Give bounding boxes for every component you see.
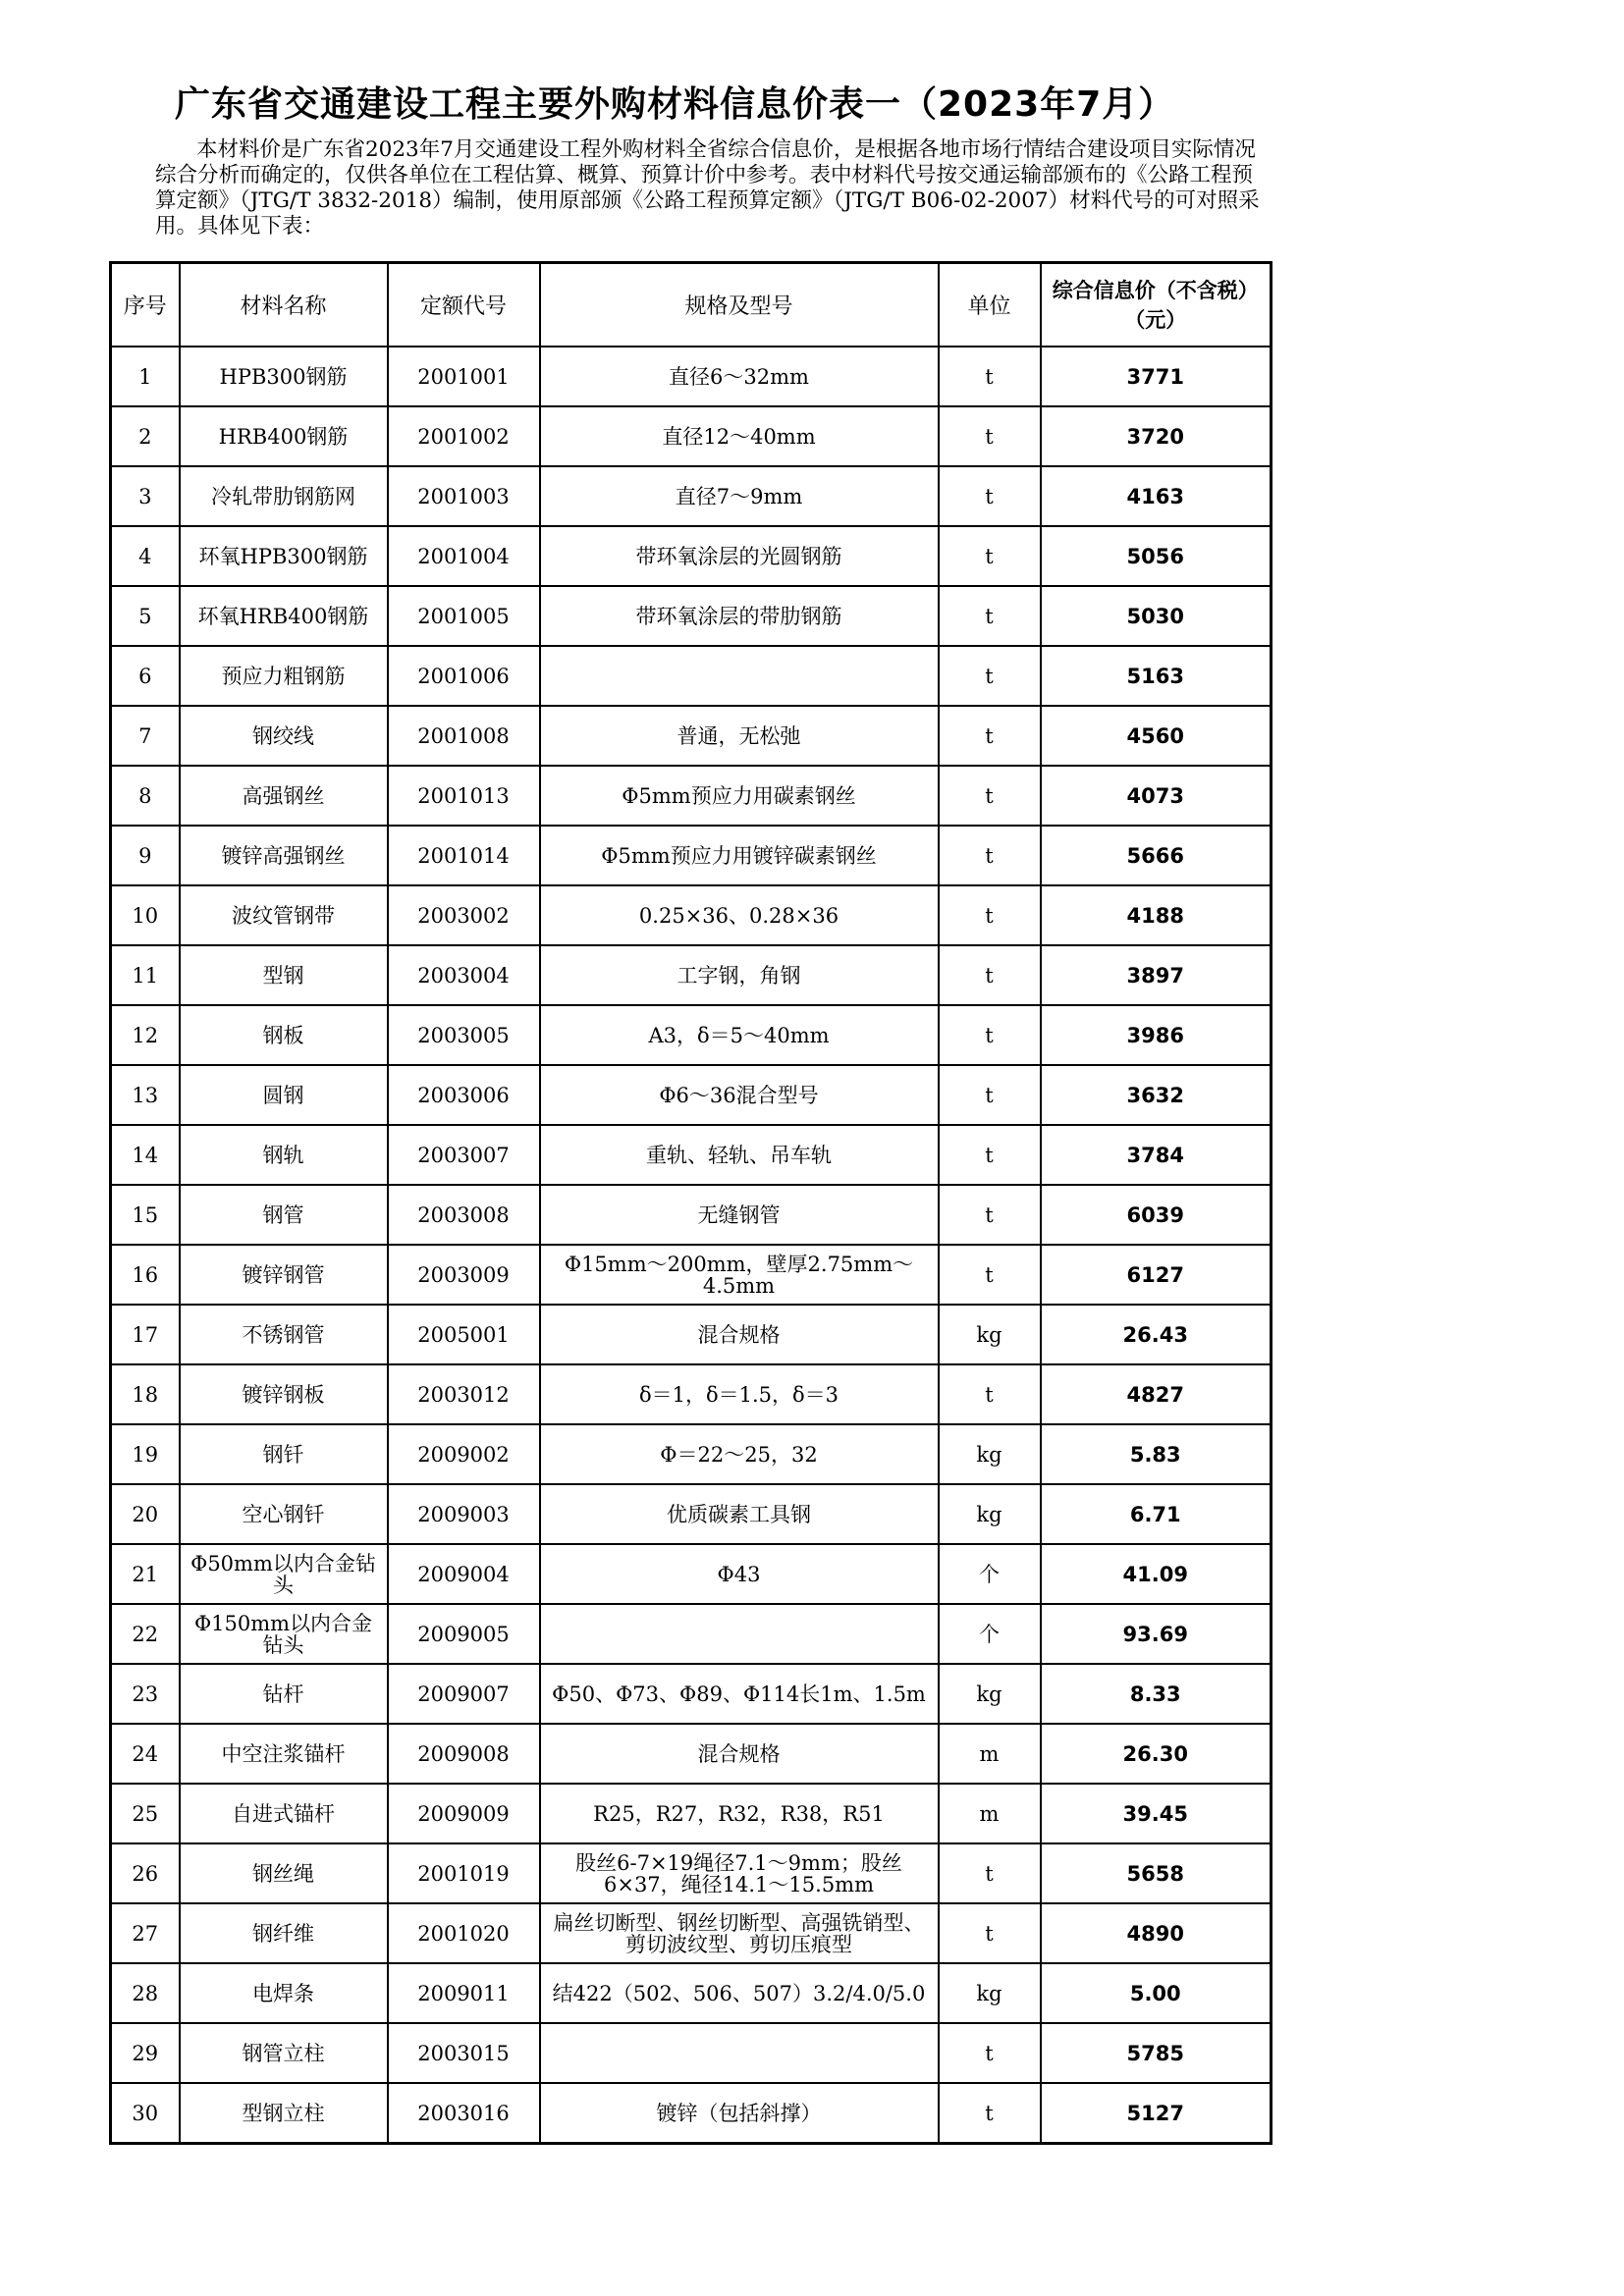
cell-unit: t [939, 2023, 1041, 2083]
cell-price: 3771 [1041, 347, 1272, 406]
cell-code: 2001005 [388, 586, 540, 646]
cell-price: 4890 [1041, 1903, 1272, 1963]
cell-code: 2003005 [388, 1005, 540, 1065]
cell-unit: t [939, 2083, 1041, 2144]
cell-unit: t [939, 526, 1041, 586]
header-unit: 单位 [939, 263, 1041, 347]
cell-price: 5030 [1041, 586, 1272, 646]
cell-spec: 混合规格 [540, 1724, 939, 1784]
cell-unit: t [939, 945, 1041, 1005]
cell-unit: 个 [939, 1544, 1041, 1604]
cell-unit: 个 [939, 1604, 1041, 1664]
cell-spec [540, 646, 939, 706]
cell-price: 5163 [1041, 646, 1272, 706]
cell-spec: Φ50、Φ73、Φ89、Φ114长1m、1.5m [540, 1664, 939, 1724]
cell-spec: 普通，无松弛 [540, 706, 939, 766]
cell-spec: 优质碳素工具钢 [540, 1484, 939, 1544]
cell-unit: t [939, 885, 1041, 945]
cell-unit: t [939, 347, 1041, 406]
header-code: 定额代号 [388, 263, 540, 347]
table-row [111, 526, 1272, 586]
cell-name: Φ50mm以内合金钻头 [180, 1544, 388, 1604]
cell-no: 26 [111, 1843, 180, 1903]
cell-price: 39.45 [1041, 1784, 1272, 1843]
cell-name: 型钢立柱 [180, 2083, 388, 2144]
cell-code: 2001019 [388, 1843, 540, 1903]
cell-spec: Φ5mm预应力用碳素钢丝 [540, 766, 939, 826]
table-row [111, 1664, 1272, 1724]
cell-spec: A3，δ＝5～40mm [540, 1005, 939, 1065]
cell-name: 钢管 [180, 1185, 388, 1245]
cell-price: 3784 [1041, 1125, 1272, 1185]
cell-no: 5 [111, 586, 180, 646]
cell-spec: 带环氧涂层的带肋钢筋 [540, 586, 939, 646]
cell-spec: Φ6～36混合型号 [540, 1065, 939, 1125]
cell-code: 2003002 [388, 885, 540, 945]
cell-price: 4188 [1041, 885, 1272, 945]
table-row [111, 1544, 1272, 1604]
cell-code: 2001003 [388, 466, 540, 526]
cell-name: 电焊条 [180, 1963, 388, 2023]
cell-unit: t [939, 1065, 1041, 1125]
cell-spec: Φ＝22～25，32 [540, 1424, 939, 1484]
cell-unit: t [939, 1185, 1041, 1245]
cell-no: 25 [111, 1784, 180, 1843]
cell-code: 2009004 [388, 1544, 540, 1604]
table-row [111, 347, 1272, 406]
cell-name: 自进式锚杆 [180, 1784, 388, 1843]
cell-price: 8.33 [1041, 1664, 1272, 1724]
cell-code: 2001006 [388, 646, 540, 706]
cell-spec: 股丝6-7×19绳径7.1～9mm；股丝6×37，绳径14.1～15.5mm [540, 1843, 939, 1903]
cell-code: 2001008 [388, 706, 540, 766]
table-row [111, 706, 1272, 766]
cell-name: 钢板 [180, 1005, 388, 1065]
cell-code: 2001001 [388, 347, 540, 406]
cell-name: 环氧HRB400钢筋 [180, 586, 388, 646]
cell-no: 1 [111, 347, 180, 406]
cell-price: 5.83 [1041, 1424, 1272, 1484]
cell-no: 21 [111, 1544, 180, 1604]
cell-unit: t [939, 466, 1041, 526]
cell-name: 镀锌钢管 [180, 1245, 388, 1305]
cell-price: 4827 [1041, 1364, 1272, 1424]
cell-price: 4163 [1041, 466, 1272, 526]
cell-price: 5666 [1041, 826, 1272, 885]
header-name: 材料名称 [180, 263, 388, 347]
cell-price: 5056 [1041, 526, 1272, 586]
cell-name: 中空注浆锚杆 [180, 1724, 388, 1784]
cell-spec: 镀锌（包括斜撑） [540, 2083, 939, 2144]
cell-unit: kg [939, 1424, 1041, 1484]
cell-no: 14 [111, 1125, 180, 1185]
cell-unit: kg [939, 1305, 1041, 1364]
cell-price: 5.00 [1041, 1963, 1272, 2023]
cell-spec: 0.25×36、0.28×36 [540, 885, 939, 945]
table-row [111, 1724, 1272, 1784]
cell-unit: t [939, 1005, 1041, 1065]
cell-code: 2009009 [388, 1784, 540, 1843]
cell-spec: 带环氧涂层的光圆钢筋 [540, 526, 939, 586]
cell-name: 圆钢 [180, 1065, 388, 1125]
cell-unit: t [939, 766, 1041, 826]
cell-spec: 直径12～40mm [540, 406, 939, 466]
cell-no: 29 [111, 2023, 180, 2083]
cell-code: 2009005 [388, 1604, 540, 1664]
cell-spec: 重轨、轻轨、吊车轨 [540, 1125, 939, 1185]
cell-name: Φ150mm以内合金钻头 [180, 1604, 388, 1664]
cell-spec: 直径7～9mm [540, 466, 939, 526]
cell-no: 4 [111, 526, 180, 586]
cell-code: 2009008 [388, 1724, 540, 1784]
cell-spec: Φ43 [540, 1544, 939, 1604]
cell-name: 环氧HPB300钢筋 [180, 526, 388, 586]
table-row [111, 1185, 1272, 1245]
cell-no: 30 [111, 2083, 180, 2144]
cell-no: 2 [111, 406, 180, 466]
cell-no: 3 [111, 466, 180, 526]
cell-spec: 无缝钢管 [540, 1185, 939, 1245]
cell-name: 镀锌钢板 [180, 1364, 388, 1424]
cell-spec: 扁丝切断型、钢丝切断型、高强铣销型、剪切波纹型、剪切压痕型 [540, 1903, 939, 1963]
cell-code: 2009007 [388, 1664, 540, 1724]
cell-no: 23 [111, 1664, 180, 1724]
cell-price: 6039 [1041, 1185, 1272, 1245]
table-row [111, 1065, 1272, 1125]
table-header-row [111, 263, 1272, 347]
cell-no: 18 [111, 1364, 180, 1424]
cell-name: HPB300钢筋 [180, 347, 388, 406]
cell-unit: t [939, 706, 1041, 766]
table-row [111, 1245, 1272, 1305]
cell-no: 8 [111, 766, 180, 826]
cell-code: 2001002 [388, 406, 540, 466]
cell-code: 2003004 [388, 945, 540, 1005]
cell-price: 93.69 [1041, 1604, 1272, 1664]
cell-unit: t [939, 1903, 1041, 1963]
cell-unit: m [939, 1784, 1041, 1843]
header-price: 综合信息价（不含税）（元） [1041, 263, 1272, 347]
cell-code: 2001004 [388, 526, 540, 586]
cell-code: 2001014 [388, 826, 540, 885]
cell-spec: 工字钢，角钢 [540, 945, 939, 1005]
cell-no: 12 [111, 1005, 180, 1065]
cell-price: 6.71 [1041, 1484, 1272, 1544]
cell-unit: t [939, 1843, 1041, 1903]
cell-spec: 结422（502、506、507）3.2/4.0/5.0 [540, 1963, 939, 2023]
cell-unit: t [939, 1364, 1041, 1424]
cell-unit: t [939, 406, 1041, 466]
cell-code: 2009003 [388, 1484, 540, 1544]
cell-name: 型钢 [180, 945, 388, 1005]
cell-code: 2001020 [388, 1903, 540, 1963]
cell-no: 15 [111, 1185, 180, 1245]
header-no: 序号 [111, 263, 180, 347]
cell-price: 41.09 [1041, 1544, 1272, 1604]
table-row [111, 1305, 1272, 1364]
cell-price: 3986 [1041, 1005, 1272, 1065]
table-row [111, 1364, 1272, 1424]
cell-spec: 直径6～32mm [540, 347, 939, 406]
cell-spec [540, 2023, 939, 2083]
cell-name: 冷轧带肋钢筋网 [180, 466, 388, 526]
cell-code: 2003012 [388, 1364, 540, 1424]
table-row [111, 1963, 1272, 2023]
cell-code: 2009011 [388, 1963, 540, 2023]
cell-price: 6127 [1041, 1245, 1272, 1305]
cell-name: 不锈钢管 [180, 1305, 388, 1364]
cell-code: 2003008 [388, 1185, 540, 1245]
cell-unit: t [939, 1245, 1041, 1305]
cell-code: 2003006 [388, 1065, 540, 1125]
cell-name: 钢纤维 [180, 1903, 388, 1963]
table-row [111, 885, 1272, 945]
cell-unit: kg [939, 1484, 1041, 1544]
cell-no: 13 [111, 1065, 180, 1125]
cell-price: 3897 [1041, 945, 1272, 1005]
cell-name: 预应力粗钢筋 [180, 646, 388, 706]
cell-name: 高强钢丝 [180, 766, 388, 826]
cell-unit: t [939, 586, 1041, 646]
table-row [111, 1784, 1272, 1843]
cell-name: 钻杆 [180, 1664, 388, 1724]
table-row [111, 1125, 1272, 1185]
table-row [111, 2083, 1272, 2144]
cell-price: 4560 [1041, 706, 1272, 766]
page-title: 广东省交通建设工程主要外购材料信息价表一（2023年7月） [175, 84, 1175, 125]
cell-price: 26.43 [1041, 1305, 1272, 1364]
cell-no: 22 [111, 1604, 180, 1664]
table-row [111, 826, 1272, 885]
cell-unit: t [939, 646, 1041, 706]
table-row [111, 406, 1272, 466]
cell-spec [540, 1604, 939, 1664]
intro-paragraph: 本材料价是广东省2023年7月交通建设工程外购材料全省综合信息价，是根据各地市场行情结合建设项目实际情况综合分析而确定的，仅供各单位在工程估算、概算、预算计价中参考。表中材料代号按交通运输部颁布的《公路工程预算定额》（JTG/T 3832-2018）编制，使用原部颁《公路工程预算定额》（JTG/T B06-02-2007）材料代号的可对照采用。具体见下表： [155, 137, 1260, 239]
cell-no: 19 [111, 1424, 180, 1484]
cell-unit: t [939, 1125, 1041, 1185]
cell-price: 4073 [1041, 766, 1272, 826]
cell-name: 钢轨 [180, 1125, 388, 1185]
table-row [111, 1604, 1272, 1664]
cell-no: 24 [111, 1724, 180, 1784]
cell-no: 16 [111, 1245, 180, 1305]
price-table [109, 261, 1272, 2145]
table-row [111, 1843, 1272, 1903]
cell-spec: Φ5mm预应力用镀锌碳素钢丝 [540, 826, 939, 885]
cell-spec: 混合规格 [540, 1305, 939, 1364]
cell-code: 2003015 [388, 2023, 540, 2083]
cell-unit: kg [939, 1664, 1041, 1724]
cell-price: 5658 [1041, 1843, 1272, 1903]
cell-no: 7 [111, 706, 180, 766]
cell-price: 5127 [1041, 2083, 1272, 2144]
cell-code: 2003009 [388, 1245, 540, 1305]
table-row [111, 1005, 1272, 1065]
cell-price: 26.30 [1041, 1724, 1272, 1784]
table-row [111, 766, 1272, 826]
table-row [111, 586, 1272, 646]
cell-unit: m [939, 1724, 1041, 1784]
table-row [111, 2023, 1272, 2083]
cell-no: 28 [111, 1963, 180, 2023]
table-row [111, 1424, 1272, 1484]
cell-code: 2003007 [388, 1125, 540, 1185]
cell-no: 27 [111, 1903, 180, 1963]
cell-name: 钢钎 [180, 1424, 388, 1484]
cell-spec: R25，R27，R32，R38，R51 [540, 1784, 939, 1843]
cell-unit: t [939, 826, 1041, 885]
cell-spec: Φ15mm～200mm，壁厚2.75mm～4.5mm [540, 1245, 939, 1305]
table-row [111, 1903, 1272, 1963]
cell-price: 3632 [1041, 1065, 1272, 1125]
table-row [111, 466, 1272, 526]
cell-name: 钢丝绳 [180, 1843, 388, 1903]
cell-code: 2009002 [388, 1424, 540, 1484]
cell-code: 2005001 [388, 1305, 540, 1364]
table-row [111, 646, 1272, 706]
cell-no: 9 [111, 826, 180, 885]
cell-code: 2001013 [388, 766, 540, 826]
table-row [111, 945, 1272, 1005]
cell-name: 波纹管钢带 [180, 885, 388, 945]
cell-no: 10 [111, 885, 180, 945]
cell-name: 空心钢钎 [180, 1484, 388, 1544]
cell-no: 20 [111, 1484, 180, 1544]
cell-code: 2003016 [388, 2083, 540, 2144]
cell-price: 5785 [1041, 2023, 1272, 2083]
cell-unit: kg [939, 1963, 1041, 2023]
cell-spec: δ＝1，δ＝1.5，δ＝3 [540, 1364, 939, 1424]
header-spec: 规格及型号 [540, 263, 939, 347]
table-row [111, 1484, 1272, 1544]
cell-name: 钢绞线 [180, 706, 388, 766]
cell-name: HRB400钢筋 [180, 406, 388, 466]
cell-no: 17 [111, 1305, 180, 1364]
cell-name: 镀锌高强钢丝 [180, 826, 388, 885]
cell-no: 11 [111, 945, 180, 1005]
cell-price: 3720 [1041, 406, 1272, 466]
cell-no: 6 [111, 646, 180, 706]
cell-name: 钢管立柱 [180, 2023, 388, 2083]
